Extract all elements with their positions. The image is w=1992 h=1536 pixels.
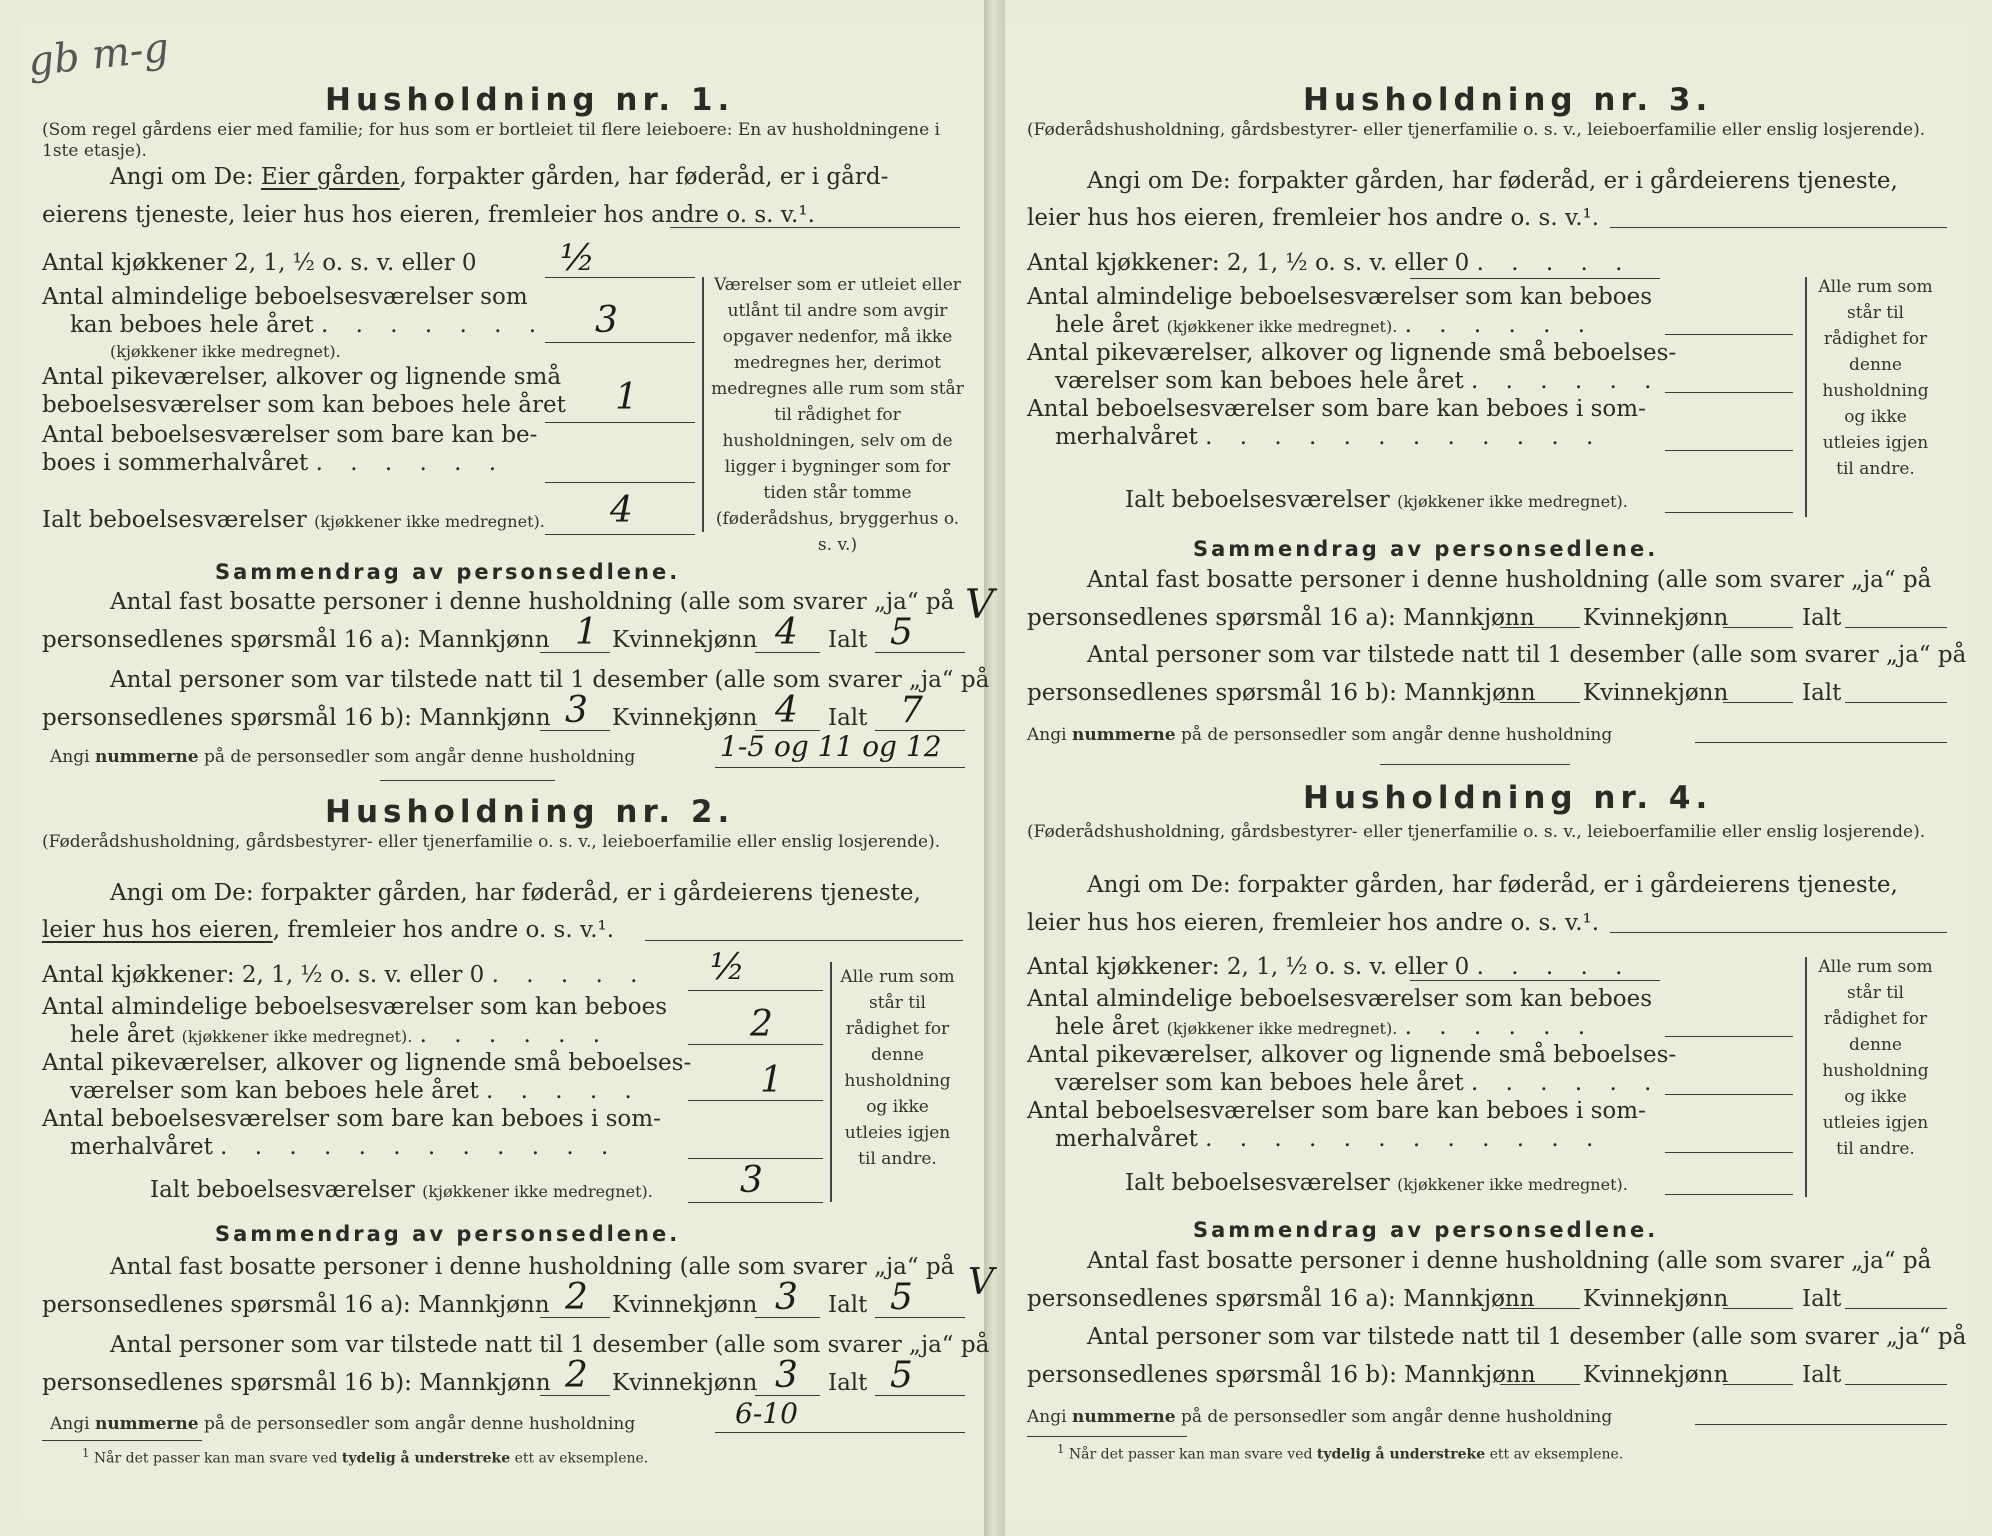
- h2-pike-l1: Antal pikeværelser, alkover og lignende små beboelses-: [42, 1050, 692, 1076]
- left-page: [20, 22, 994, 1518]
- h2-som-line: [688, 1158, 823, 1159]
- h1-angi-line1: [110, 164, 888, 190]
- footnote-left-b: tydelig å understreke: [341, 1450, 511, 1467]
- h2-som-l2: merhalvåret . . . . . . . . . . . .: [70, 1134, 619, 1160]
- footnote-left-c: ett av eksemplene.: [510, 1450, 649, 1467]
- h2-kj-line: [688, 990, 823, 991]
- h1-pike-l2: beboelsesværelser som kan beboes hele året: [42, 392, 566, 418]
- h3-pike-l1: Antal pikeværelser, alkover og lignende små beboelses-: [1027, 340, 1677, 366]
- h1-a-line1: Antal fast bosatte personer i denne husholdning (alle som svarer „ja“ på: [110, 589, 955, 615]
- h2-angi-fill-line: [645, 940, 963, 941]
- h3-ialt-text: Ialt beboelsesværelser: [1125, 487, 1390, 513]
- divider-1: [380, 780, 555, 781]
- h1-som-l2: boes i sommerhalvåret . . . . . .: [42, 450, 507, 476]
- h1-pike-line: [545, 422, 695, 423]
- h1-pike-l1: Antal pikeværelser, alkover og lignende små: [42, 364, 562, 390]
- h3-alm-l2: hele året (kjøkkener ikke medregnet). . . . . . .: [1055, 312, 1596, 338]
- h2-a-total: 5: [890, 1277, 913, 1318]
- h1-a-male: 1: [575, 612, 598, 653]
- h2-som-l2-text: merhalvåret: [70, 1134, 213, 1160]
- h1-nr-label: [50, 747, 635, 767]
- h4-som-l2: merhalvåret . . . . . . . . . . . .: [1055, 1126, 1604, 1152]
- h4-angi-line1: Angi om De: forpakter gården, har føderåd, er i gårdeierens tjeneste,: [1087, 872, 1898, 898]
- h3-summary-title: Sammendrag av personsedlene.: [1193, 537, 1659, 561]
- h3-nr-line: [1695, 742, 1947, 743]
- h2-a-male: 2: [565, 1277, 588, 1318]
- page-fold: [984, 0, 1005, 1536]
- h1-nr-line: [715, 767, 965, 768]
- h3-alm-l1: Antal almindelige beboelsesværelser som kan beboes: [1027, 284, 1653, 310]
- h1-summary-title: Sammendrag av personsedlene.: [215, 560, 681, 584]
- h1-b-kvinne: Kvinnekjønn: [612, 705, 758, 731]
- h3-alm-line: [1665, 334, 1793, 335]
- footnote-left-a: Når det passer kan man svare ved: [93, 1450, 342, 1467]
- h2-pike-line: [688, 1100, 823, 1101]
- h3-subtitle: (Føderådshusholdning, gårdsbestyrer- eller tjenerfamilie o. s. v., leieboerfamilie eller enslig losjerende).: [1027, 120, 1926, 140]
- h2-a-total-line: [875, 1317, 965, 1318]
- h4-b-line2: personsedlenes spørsmål 16 b): Mannkjønn: [1027, 1362, 1536, 1388]
- h2-som-l1: Antal beboelsesværelser som bare kan beboes i som-: [42, 1106, 661, 1132]
- h4-b-female-line: [1723, 1384, 1793, 1385]
- h3-a-line1: Antal fast bosatte personer i denne husholdning (alle som svarer „ja“ på: [1087, 567, 1932, 593]
- h1-b-male-line: [540, 730, 610, 731]
- h1-alm-l1: Antal almindelige beboelsesværelser som: [42, 284, 528, 310]
- h3-b-ialt: Ialt: [1802, 680, 1842, 706]
- h4-alm-l2-text: hele året: [1055, 1014, 1160, 1040]
- h1-angi-line2: eierens tjeneste, leier hus hos eieren, fremleier hos andre o. s. v.¹.: [42, 202, 815, 228]
- h1-a-female: 4: [775, 612, 798, 653]
- h4-pike-l2-text: værelser som kan beboes hele året: [1055, 1070, 1464, 1096]
- h1-som-line: [545, 482, 695, 483]
- h2-b-total-line: [875, 1395, 965, 1396]
- h4-a-female-line: [1723, 1308, 1793, 1309]
- h4-a-line2: personsedlenes spørsmål 16 a): Mannkjønn: [1027, 1286, 1535, 1312]
- h4-a-line1: Antal fast bosatte personer i denne husholdning (alle som svarer „ja“ på: [1087, 1248, 1932, 1274]
- h2-b-kvinne: Kvinnekjønn: [612, 1370, 758, 1396]
- h3-kj-label: Antal kjøkkener: 2, 1, ½ o. s. v. eller 0 . . . . .: [1027, 250, 1633, 276]
- h2-side-brace: [830, 962, 832, 1202]
- h4-nr-a: Angi: [1027, 1407, 1072, 1427]
- h1-nr-value: 1-5 og 11 og 12: [720, 730, 942, 763]
- h2-a-kvinne: Kvinnekjønn: [612, 1292, 758, 1318]
- h4-som-line: [1665, 1152, 1793, 1153]
- footnote-right-mark: 1: [1057, 1442, 1065, 1456]
- h4-som-l1: Antal beboelsesværelser som bare kan beboes i som-: [1027, 1098, 1646, 1124]
- h4-ialt-label: [1125, 1170, 1628, 1196]
- h4-a-male-line: [1500, 1308, 1580, 1309]
- h2-b-line1: Antal personer som var tilstede natt til 1 desember (alle som svarer „ja“ på: [110, 1332, 990, 1358]
- h2-b-male-line: [540, 1395, 610, 1396]
- h2-side-note: Alle rum som står til rådighet for denne husholdning og ikke utleies igjen til andre.: [840, 967, 955, 1169]
- h1-angi-rest: , forpakter gården, har føderåd, er i gård-: [399, 164, 889, 190]
- footnote-right-a: Når det passer kan man svare ved: [1068, 1446, 1317, 1463]
- h1-alm-l2: kan beboes hele året . . . . . . .: [70, 312, 547, 338]
- h1-alm-l3: (kjøkkener ikke medregnet).: [110, 342, 341, 361]
- h1-ialt-value: 4: [610, 490, 633, 531]
- h2-angi-rest: , fremleier hos andre o. s. v.¹.: [272, 917, 615, 943]
- h1-angi-fill-line: [670, 227, 960, 228]
- h1-ialt-small: (kjøkkener ikke medregnet).: [314, 512, 545, 531]
- h4-nr-b: nummerne: [1071, 1407, 1176, 1427]
- h2-a-female: 3: [775, 1277, 798, 1318]
- h2-a-ialt: Ialt: [828, 1292, 868, 1318]
- h3-side-note: Alle rum som står til rådighet for denne husholdning og ikke utleies igjen til andre.: [1818, 277, 1933, 479]
- h4-alm-l2: hele året (kjøkkener ikke medregnet). . . . . . .: [1055, 1014, 1596, 1040]
- h2-angi-line1: Angi om De: forpakter gården, har føderåd, er i gårdeierens tjeneste,: [110, 880, 921, 906]
- h1-alm-line: [545, 342, 695, 343]
- h3-angi-fill-line: [1610, 227, 1947, 228]
- footnote-right-b: tydelig å understreke: [1316, 1446, 1486, 1463]
- h2-nr-a: Angi: [50, 1414, 95, 1434]
- h3-ialt-small: (kjøkkener ikke medregnet).: [1397, 492, 1628, 511]
- h2-nr-label: [50, 1414, 635, 1434]
- h1-angi-selected: Eier gården: [260, 164, 400, 190]
- h4-angi-fill-line: [1610, 932, 1947, 933]
- h3-kj-text: Antal kjøkkener: 2, 1, ½ o. s. v. eller 0: [1027, 250, 1470, 276]
- h2-b-line2: personsedlenes spørsmål 16 b): Mannkjønn: [42, 1370, 551, 1396]
- h3-alm-l2-text: hele året: [1055, 312, 1160, 338]
- h3-nr-label: [1027, 725, 1612, 745]
- footnote-left: [82, 1446, 648, 1467]
- h2-alm-l2-text: hele året: [70, 1022, 175, 1048]
- h2-b-ialt: Ialt: [828, 1370, 868, 1396]
- h4-side-brace: [1805, 957, 1807, 1197]
- h3-nr-c: på de personsedler som angår denne husholdning: [1175, 725, 1613, 745]
- h1-kj-value: ½: [560, 238, 595, 279]
- h2-pike-value: 1: [760, 1060, 783, 1101]
- h1-b-line2: personsedlenes spørsmål 16 b): Mannkjønn: [42, 705, 551, 731]
- h1-nr-c: på de personsedler som angår denne husholdning: [198, 747, 636, 767]
- h3-pike-l2: værelser som kan beboes hele året . . . . . .: [1055, 368, 1662, 394]
- h2-nr-line: [715, 1432, 965, 1433]
- h2-alm-l2: hele året (kjøkkener ikke medregnet). . . . . . .: [70, 1022, 611, 1048]
- h3-a-kvinne: Kvinnekjønn: [1583, 605, 1729, 631]
- h4-a-kvinne: Kvinnekjønn: [1583, 1286, 1729, 1312]
- h2-check-mark: V: [968, 1262, 994, 1303]
- h3-a-total-line: [1845, 627, 1947, 628]
- h1-b-line1: Antal personer som var tilstede natt til 1 desember (alle som svarer „ja“ på: [110, 667, 990, 693]
- h4-som-l2-text: merhalvåret: [1055, 1126, 1198, 1152]
- h2-b-total: 5: [890, 1355, 913, 1396]
- h1-ialt-line: [545, 534, 695, 535]
- h1-check-mark: V: [965, 582, 994, 628]
- h2-alm-l1: Antal almindelige beboelsesværelser som kan beboes: [42, 994, 668, 1020]
- h3-b-total-line: [1845, 702, 1947, 703]
- h3-side-brace: [1805, 277, 1807, 517]
- footnote-rule-left: [42, 1440, 202, 1441]
- h4-nr-c: på de personsedler som angår denne husholdning: [1175, 1407, 1613, 1427]
- h1-nr-a: Angi: [50, 747, 95, 767]
- h2-pike-l2: værelser som kan beboes hele året . . . . .: [70, 1078, 642, 1104]
- h1-ialt-label: [42, 507, 545, 533]
- h3-ialt-label: [1125, 487, 1628, 513]
- h2-kj-text: Antal kjøkkener: 2, 1, ½ o. s. v. eller 0: [42, 962, 485, 988]
- h3-b-female-line: [1723, 702, 1793, 703]
- h2-b-male: 2: [565, 1355, 588, 1396]
- h4-a-total-line: [1845, 1308, 1947, 1309]
- footnote-right: [1057, 1442, 1623, 1463]
- h1-b-ialt: Ialt: [828, 705, 868, 731]
- h2-pike-l2-text: værelser som kan beboes hele året: [70, 1078, 479, 1104]
- h2-subtitle: (Føderådshusholdning, gårdsbestyrer- eller tjenerfamilie o. s. v., leieboerfamilie eller enslig losjerende).: [42, 832, 941, 852]
- h2-summary-title: Sammendrag av personsedlene.: [215, 1222, 681, 1246]
- h4-ialt-text: Ialt beboelsesværelser: [1125, 1170, 1390, 1196]
- h4-b-total-line: [1845, 1384, 1947, 1385]
- h4-summary-title: Sammendrag av personsedlene.: [1193, 1218, 1659, 1242]
- h2-ialt-text: Ialt beboelsesværelser: [150, 1177, 415, 1203]
- h3-kj-line: [1410, 278, 1660, 279]
- h1-side-brace: [702, 277, 704, 532]
- h3-title: Husholdning nr. 3.: [1303, 82, 1713, 118]
- h1-b-male: 3: [565, 690, 588, 731]
- h3-som-line: [1665, 450, 1793, 451]
- h4-side-note: Alle rum som står til rådighet for denne husholdning og ikke utleies igjen til andre.: [1818, 957, 1933, 1159]
- h2-alm-line: [688, 1044, 823, 1045]
- h3-pike-line: [1665, 392, 1793, 393]
- h3-a-female-line: [1723, 627, 1793, 628]
- h1-title: Husholdning nr. 1.: [325, 82, 735, 118]
- h4-subtitle: (Føderådshusholdning, gårdsbestyrer- eller tjenerfamilie o. s. v., leieboerfamilie eller enslig losjerende).: [1027, 822, 1926, 842]
- h4-ialt-line: [1665, 1194, 1793, 1195]
- h4-kj-label: Antal kjøkkener: 2, 1, ½ o. s. v. eller 0 . . . . .: [1027, 954, 1633, 980]
- h4-pike-line: [1665, 1094, 1793, 1095]
- h3-b-line1: Antal personer som var tilstede natt til 1 desember (alle som svarer „ja“ på: [1087, 642, 1967, 668]
- h3-b-kvinne: Kvinnekjønn: [1583, 680, 1729, 706]
- h4-alm-line: [1665, 1036, 1793, 1037]
- h4-angi-line2: leier hus hos eieren, fremleier hos andre o. s. v.¹.: [1027, 910, 1600, 936]
- h4-kj-text: Antal kjøkkener: 2, 1, ½ o. s. v. eller 0: [1027, 954, 1470, 980]
- h3-som-l2-text: merhalvåret: [1055, 424, 1198, 450]
- footnote-right-c: ett av eksemplene.: [1485, 1446, 1624, 1463]
- h4-alm-l1: Antal almindelige beboelsesværelser som kan beboes: [1027, 986, 1653, 1012]
- margin-note: gb m-g: [25, 24, 172, 86]
- h2-ialt-value: 3: [740, 1160, 763, 1201]
- h3-som-l2: merhalvåret . . . . . . . . . . . .: [1055, 424, 1604, 450]
- h1-b-total: 7: [900, 690, 923, 731]
- h2-a-female-line: [755, 1317, 820, 1318]
- h2-kj-value: ½: [710, 947, 745, 988]
- h4-b-line1: Antal personer som var tilstede natt til 1 desember (alle som svarer „ja“ på: [1087, 1324, 1967, 1350]
- h1-a-ialt: Ialt: [828, 627, 868, 653]
- h2-ialt-line: [688, 1202, 823, 1203]
- h1-pike-value: 1: [615, 377, 638, 418]
- h3-nr-a: Angi: [1027, 725, 1072, 745]
- h2-angi-line2: [42, 917, 614, 943]
- footnote-rule-right: [1027, 1436, 1187, 1437]
- h1-som-l2-text: boes i sommerhalvåret: [42, 450, 309, 476]
- h3-nr-b: nummerne: [1071, 725, 1176, 745]
- h4-b-kvinne: Kvinnekjønn: [1583, 1362, 1729, 1388]
- h1-a-kvinne: Kvinnekjønn: [612, 627, 758, 653]
- h4-alm-small: (kjøkkener ikke medregnet).: [1166, 1019, 1398, 1038]
- h3-angi-line1: Angi om De: forpakter gården, har føderåd, er i gårdeierens tjeneste,: [1087, 168, 1898, 194]
- divider-2: [1380, 764, 1570, 765]
- h3-b-male-line: [1500, 702, 1580, 703]
- h3-som-l1: Antal beboelsesværelser som bare kan beboes i som-: [1027, 396, 1646, 422]
- h1-subtitle: (Som regel gårdens eier med familie; for hus som er bortleiet til flere leieboere: En av husholdningene i 1ste etasje).: [42, 120, 940, 161]
- h2-a-line1: Antal fast bosatte personer i denne husholdning (alle som svarer „ja“ på: [110, 1254, 955, 1280]
- h3-angi-line2: leier hus hos eieren, fremleier hos andre o. s. v.¹.: [1027, 205, 1600, 231]
- h4-nr-line: [1695, 1424, 1947, 1425]
- h2-b-female-line: [755, 1395, 820, 1396]
- h1-alm-value: 3: [595, 300, 618, 341]
- h1-side-note: Værelser som er utleiet eller utlånt til andre som avgir opgaver nedenfor, må ikke medregnes her, derimot medregnes alle rum som står til rådighet for husholdningen, selv om de ligger i bygninger som for tiden står tomme (føderådshus, bryggerhus o. s. v.): [711, 275, 964, 555]
- h4-b-ialt: Ialt: [1802, 1362, 1842, 1388]
- h1-a-female-line: [755, 652, 820, 653]
- h2-alm-small: (kjøkkener ikke medregnet).: [181, 1027, 413, 1046]
- h4-kj-line: [1410, 980, 1660, 981]
- h2-a-line2: personsedlenes spørsmål 16 a): Mannkjønn: [42, 1292, 550, 1318]
- h4-pike-l2: værelser som kan beboes hele året . . . . . .: [1055, 1070, 1662, 1096]
- h1-nr-b: nummerne: [94, 747, 199, 767]
- h2-b-female: 3: [775, 1355, 798, 1396]
- h2-kj-label: Antal kjøkkener: 2, 1, ½ o. s. v. eller 0 . . . . .: [42, 962, 648, 988]
- h2-angi-selected: leier hus hos eieren: [42, 917, 273, 943]
- h4-ialt-small: (kjøkkener ikke medregnet).: [1397, 1175, 1628, 1194]
- h2-alm-value: 2: [750, 1004, 773, 1045]
- h1-angi-prefix: Angi om De:: [110, 164, 261, 190]
- h2-ialt-small: (kjøkkener ikke medregnet).: [422, 1182, 653, 1201]
- h3-ialt-line: [1665, 512, 1793, 513]
- h2-a-male-line: [540, 1317, 610, 1318]
- footnote-left-mark: 1: [82, 1446, 90, 1460]
- h1-b-female: 4: [775, 690, 798, 731]
- h3-b-line2: personsedlenes spørsmål 16 b): Mannkjønn: [1027, 680, 1536, 706]
- h2-nr-b: nummerne: [94, 1414, 199, 1434]
- h1-ialt-text: Ialt beboelsesværelser: [42, 507, 307, 533]
- h4-nr-label: [1027, 1407, 1612, 1427]
- h1-kj-line: [545, 277, 695, 278]
- h3-a-ialt: Ialt: [1802, 605, 1842, 631]
- h2-nr-value: 6-10: [735, 1397, 798, 1430]
- h4-a-ialt: Ialt: [1802, 1286, 1842, 1312]
- h3-a-male-line: [1500, 627, 1580, 628]
- h2-ialt-label: [150, 1177, 653, 1203]
- h1-a-line2: personsedlenes spørsmål 16 a): Mannkjønn: [42, 627, 550, 653]
- h2-title: Husholdning nr. 2.: [325, 794, 735, 830]
- h3-alm-small: (kjøkkener ikke medregnet).: [1166, 317, 1398, 336]
- h3-a-line2: personsedlenes spørsmål 16 a): Mannkjønn: [1027, 605, 1535, 631]
- h3-pike-l2-text: værelser som kan beboes hele året: [1055, 368, 1464, 394]
- h1-kj-label: Antal kjøkkener 2, 1, ½ o. s. v. eller 0: [42, 250, 477, 276]
- h4-b-male-line: [1500, 1384, 1580, 1385]
- h1-alm-l2-text: kan beboes hele året: [70, 312, 314, 338]
- h1-a-total-line: [875, 652, 965, 653]
- h1-som-l1: Antal beboelsesværelser som bare kan be-: [42, 422, 538, 448]
- h1-a-total: 5: [890, 612, 913, 653]
- h4-title: Husholdning nr. 4.: [1303, 780, 1713, 816]
- h4-pike-l1: Antal pikeværelser, alkover og lignende små beboelses-: [1027, 1042, 1677, 1068]
- h2-nr-c: på de personsedler som angår denne husholdning: [198, 1414, 636, 1434]
- right-page: [1005, 22, 1967, 1518]
- h1-a-male-line: [540, 652, 610, 653]
